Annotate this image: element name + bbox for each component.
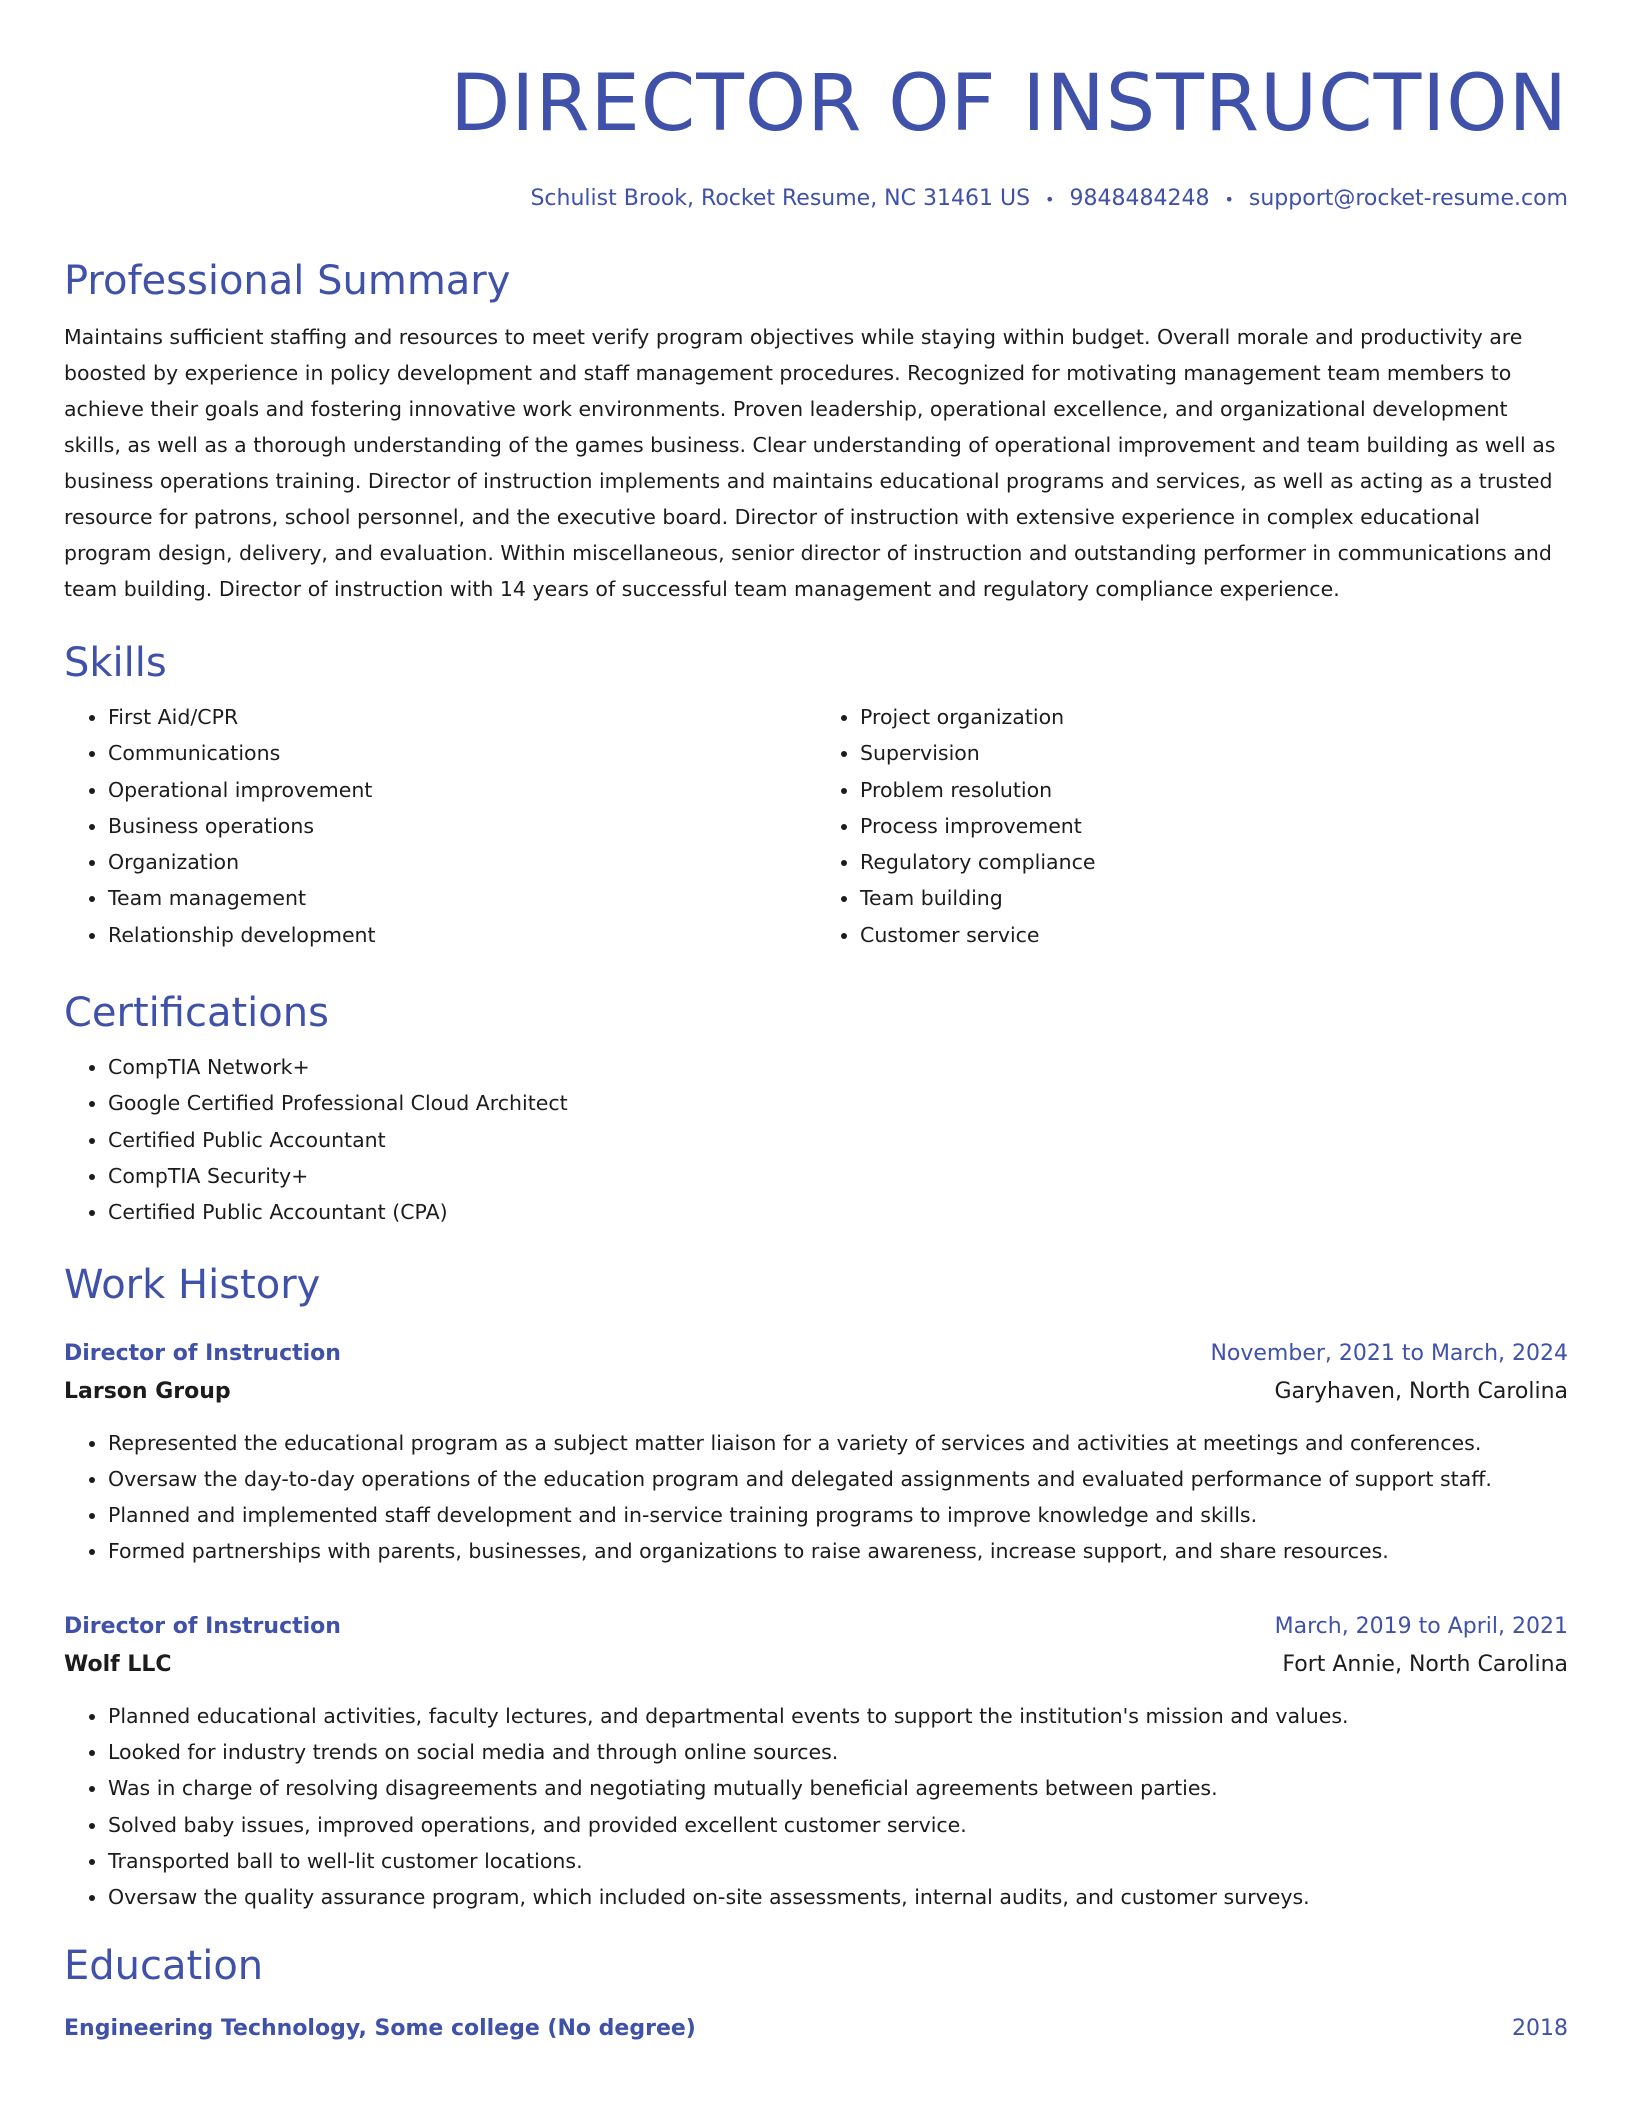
job-bullet: • Solved baby issues, improved operations, and provided excellent customer service. [108,1807,1568,1843]
certifications-list [64,1049,1568,1230]
job-bullet: • Represented the educational program as a subject matter liaison for a variety of services and activities at meetings and conferences. [108,1425,1568,1461]
job-bullets [64,1698,1568,1916]
certifications-heading: Certifications [64,990,329,1037]
job-dates: November, 2021 to March, 2024 [1210,1340,1568,1366]
job-bullet: • Planned and implemented staff development and in-service training programs to improve knowledge and skills. [108,1497,1568,1533]
job-company-row [64,1373,1568,1411]
skill-item: • Relationship development [108,917,816,953]
skill-item: • Regulatory compliance [860,844,1568,880]
job-bullets [64,1425,1568,1570]
certification-item: • CompTIA Network+ [108,1049,1568,1085]
skills-list-right [816,699,1568,953]
contact-phone: 9848484248 [1069,186,1210,211]
job-entry [64,1608,1568,1916]
job-company: Wolf LLC [64,1651,172,1677]
education-entry [64,2010,1568,2048]
certification-item: • Certified Public Accountant [108,1122,1568,1158]
job-company: Larson Group [64,1378,231,1404]
skills-columns [64,699,1568,953]
skill-item: • Operational improvement [108,772,816,808]
skills-heading: Skills [64,640,167,686]
work-history-heading: Work History [64,1261,321,1308]
certification-item: • Certified Public Accountant (CPA) [108,1194,1568,1230]
job-bullet: • Oversaw the day-to-day operations of the education program and delegated assignments and evaluated performance of support staff. [108,1461,1568,1497]
skill-item: • Team management [108,880,816,916]
job-bullet: • Transported ball to well-lit customer locations. [108,1843,1568,1879]
education-heading: Education [64,1942,264,1989]
skill-item: • First Aid/CPR [108,699,816,735]
job-title: Director of Instruction [64,1613,341,1639]
summary-text: Maintains sufficient staffing and resources to meet verify program objectives while staying within budget. Overall morale and productivity are boosted by experience in policy development and staff management procedures. Recognized for motivating management team members to achieve their goals and fostering innovative work environments. Proven leadership, operational excellence, and organizational development skills, as well as a thorough understanding of the games business. Clear understanding of operational improvement and team building as well as business operations training. Director of instruction implements and maintains educational programs and services, as well as acting as a trusted resource for patrons, school personnel, and the executive board. Director of instruction with extensive experience in complex educational program design, delivery, and evaluation. Within miscellaneous, senior director of instruction and outstanding performer in communications and team building. Director of instruction with 14 years of successful team management and regulatory compliance experience. [64,325,1556,601]
job-entry [64,1335,1568,1570]
job-bullet: • Oversaw the quality assurance program, which included on-site assessments, internal audits, and customer surveys. [108,1879,1568,1915]
job-bullet: • Planned educational activities, faculty lectures, and departmental events to support the institution's mission and values. [108,1698,1568,1734]
skill-item: • Project organization [860,699,1568,735]
contact-separator: • [1045,190,1055,209]
job-title: Director of Instruction [64,1340,341,1366]
skill-item: • Problem resolution [860,772,1568,808]
job-company-row [64,1646,1568,1684]
education-degree: Engineering Technology, Some college (No degree) [64,2015,696,2041]
skills-list-left [64,699,816,953]
skill-item: • Communications [108,735,816,771]
job-bullet: • Formed partnerships with parents, businesses, and organizations to raise awareness, increase support, and share resources. [108,1533,1568,1569]
skill-item: • Team building [860,880,1568,916]
certification-item: • CompTIA Security+ [108,1158,1568,1194]
contact-line [64,186,1568,211]
skill-item: • Process improvement [860,808,1568,844]
contact-email: support@rocket-resume.com [1248,186,1568,211]
education-year: 2018 [1512,2015,1568,2041]
resume-name: DIRECTOR OF INSTRUCTION [450,59,1568,149]
summary-heading: Professional Summary [64,258,511,304]
contact-address: Schulist Brook, Rocket Resume, NC 31461 US [530,186,1031,211]
job-bullet: • Was in charge of resolving disagreements and negotiating mutually beneficial agreements between parties. [108,1770,1568,1806]
job-location: Garyhaven, North Carolina [1274,1378,1568,1404]
contact-separator: • [1224,190,1234,209]
job-header-row [64,1335,1568,1373]
skill-item: • Supervision [860,735,1568,771]
skill-item: • Organization [108,844,816,880]
skill-item: • Business operations [108,808,816,844]
job-bullet: • Looked for industry trends on social media and through online sources. [108,1734,1568,1770]
job-header-row [64,1608,1568,1646]
skill-item: • Customer service [860,917,1568,953]
job-location: Fort Annie, North Carolina [1282,1651,1568,1677]
certification-item: • Google Certified Professional Cloud Architect [108,1085,1568,1121]
job-dates: March, 2019 to April, 2021 [1274,1613,1568,1639]
